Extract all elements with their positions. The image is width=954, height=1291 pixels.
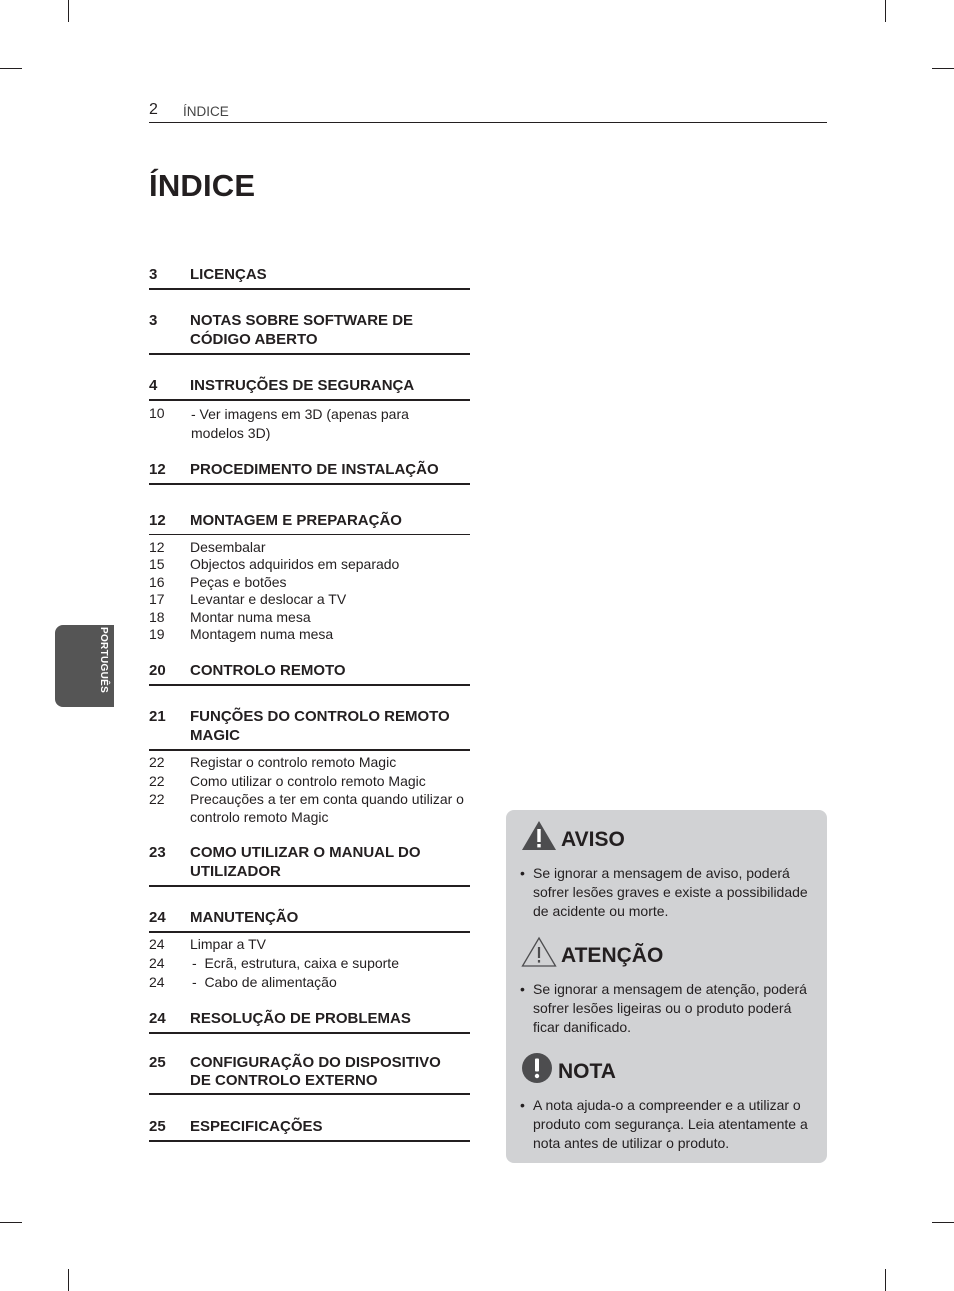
toc-section-title: PROCEDIMENTO DE INSTALAÇÃO	[190, 461, 439, 478]
toc-subsection[interactable]	[149, 974, 470, 992]
toc-section-title: MONTAGEM E PREPARAÇÃO	[190, 512, 402, 529]
aviso-text	[520, 864, 816, 921]
toc-subsection-title: Desembalar	[190, 539, 266, 555]
toc-page-number: 25	[149, 1054, 166, 1071]
toc-section[interactable]	[149, 1009, 470, 1034]
toc-section-title: ESPECIFICAÇÕES	[190, 1118, 323, 1135]
toc-page-number: 12	[149, 461, 166, 478]
language-label: PORTUGUÊS	[98, 627, 109, 694]
bullet: •	[520, 981, 525, 997]
toc-subsection-title: Montar numa mesa	[190, 609, 311, 625]
toc-section[interactable]	[149, 1054, 470, 1095]
notice-box	[506, 810, 827, 1163]
language-side-tab	[55, 625, 114, 707]
toc-page-number: 20	[149, 662, 166, 679]
toc-subsection-title: - Ver imagens em 3D (apenas para modelos 3D)	[191, 406, 409, 441]
toc-section[interactable]	[149, 311, 470, 355]
toc-section-title: LICENÇAS	[190, 266, 267, 283]
aviso-label: AVISO	[561, 828, 625, 851]
crop-mark	[932, 1222, 954, 1223]
toc-subsection-title: Objectos adquiridos em separado	[190, 556, 400, 572]
toc-subsection-title: Como utilizar o controlo remoto Magic	[190, 773, 426, 789]
toc-section-title: FUNÇÕES DO CONTROLO REMOTO MAGIC	[190, 708, 450, 744]
toc-page-number: 12	[149, 512, 166, 529]
page-title: ÍNDICE	[149, 168, 256, 203]
crop-mark	[932, 68, 954, 69]
toc-section[interactable]	[149, 661, 470, 686]
toc-page-number: 23	[149, 844, 166, 861]
toc-section-title: CONTROLO REMOTO	[190, 662, 346, 679]
toc-subsection[interactable]	[149, 609, 470, 627]
toc-section[interactable]	[149, 511, 470, 535]
toc-subsection-title: Registar o controlo remoto Magic	[190, 754, 397, 770]
crop-mark	[68, 1269, 69, 1291]
toc-section-title: RESOLUÇÃO DE PROBLEMAS	[190, 1010, 411, 1027]
toc-page-number: 24	[149, 909, 166, 926]
bullet: •	[520, 865, 525, 881]
nota-label: NOTA	[558, 1060, 616, 1083]
toc-page-number: 15	[149, 556, 165, 572]
crop-mark	[885, 0, 886, 22]
crop-mark	[68, 0, 69, 22]
toc-section[interactable]	[149, 1117, 470, 1142]
toc-subsection-title: Montagem numa mesa	[190, 626, 334, 642]
toc-subsection-title: - Ecrã, estrutura, caixa e suporte	[192, 955, 399, 971]
toc-subsection[interactable]	[149, 591, 470, 609]
toc-page-number: 3	[149, 312, 158, 329]
nota-text	[520, 1096, 816, 1153]
toc-page-number: 21	[149, 708, 166, 725]
warning-triangle-icon	[521, 820, 557, 852]
crop-mark	[885, 1269, 886, 1291]
exclamation-circle-icon	[521, 1052, 553, 1084]
toc-page-number: 12	[149, 539, 165, 555]
toc-page-number: 16	[149, 574, 165, 590]
toc-subsection-title: Precauções a ter em conta quando utilizar o controlo remoto Magic	[190, 791, 464, 825]
crop-mark	[0, 1222, 22, 1223]
toc-subsection-title: Peças e botões	[190, 574, 287, 590]
page-number: 2	[149, 101, 158, 118]
toc-section[interactable]	[149, 460, 470, 485]
toc-page-number: 22	[149, 754, 165, 770]
toc-section-title: NOTAS SOBRE SOFTWARE DE CÓDIGO ABERTO	[190, 312, 414, 348]
toc-subsection[interactable]	[149, 791, 470, 826]
toc-subsection[interactable]	[149, 936, 470, 954]
toc-section[interactable]	[149, 265, 470, 290]
header-section-label: ÍNDICE	[183, 104, 229, 119]
toc-page-number: 4	[149, 377, 158, 394]
toc-section[interactable]	[149, 908, 470, 933]
toc-subsection[interactable]	[149, 626, 470, 644]
crop-mark	[0, 68, 22, 69]
atencao-message: Se ignorar a mensagem de atenção, poderá sofrer lesões ligeiras ou o produto poderá ficar danificado.	[533, 981, 807, 1035]
page-header	[149, 100, 827, 123]
toc-page-number: 22	[149, 773, 165, 789]
bullet: •	[520, 1097, 525, 1113]
toc-subsection-title: Limpar a TV	[190, 936, 266, 952]
toc-page-number: 3	[149, 266, 158, 283]
aviso-message: Se ignorar a mensagem de aviso, poderá sofrer lesões graves e existe a possibilidade de acidente ou morte.	[533, 865, 808, 919]
toc-section-title: CONFIGURAÇÃO DO DISPOSITIVO DE CONTROLO EXTERNO	[190, 1054, 441, 1089]
toc-subsection[interactable]	[149, 574, 470, 592]
toc-page-number: 24	[149, 936, 165, 952]
toc-subsection[interactable]	[149, 556, 470, 574]
toc-subsection[interactable]	[149, 773, 470, 791]
nota-message: A nota ajuda-o a compreender e a utilizar o produto com segurança. Leia atentamente a nota antes de utilizar o produto.	[533, 1097, 808, 1151]
toc-subsection-title: - Cabo de alimentação	[192, 974, 337, 990]
toc-page-number: 24	[149, 974, 165, 990]
toc-page-number: 18	[149, 609, 165, 625]
toc-page-number: 25	[149, 1118, 166, 1135]
toc-page-number: 19	[149, 626, 165, 642]
toc-subsection[interactable]	[149, 955, 470, 973]
toc-section[interactable]	[149, 707, 470, 751]
toc-subsection[interactable]	[149, 539, 470, 557]
toc-subsection-title: Levantar e deslocar a TV	[190, 591, 347, 607]
toc-page-number: 22	[149, 791, 165, 807]
toc-page-number: 10	[149, 405, 165, 421]
toc-section-title: COMO UTILIZAR O MANUAL DO UTILIZADOR	[190, 844, 421, 880]
toc-subsection[interactable]	[149, 405, 470, 443]
caution-triangle-icon	[521, 936, 557, 968]
toc-page-number: 24	[149, 1010, 166, 1027]
toc-page-number: 24	[149, 955, 165, 971]
atencao-label: ATENÇÃO	[561, 944, 664, 967]
toc-section-title: INSTRUÇÕES DE SEGURANÇA	[190, 377, 415, 394]
toc-section[interactable]	[149, 376, 470, 401]
toc-section-title: MANUTENÇÃO	[190, 909, 299, 926]
atencao-text	[520, 980, 816, 1037]
toc-subsection[interactable]	[149, 754, 470, 772]
toc-page-number: 17	[149, 591, 165, 607]
toc-section[interactable]	[149, 843, 470, 887]
